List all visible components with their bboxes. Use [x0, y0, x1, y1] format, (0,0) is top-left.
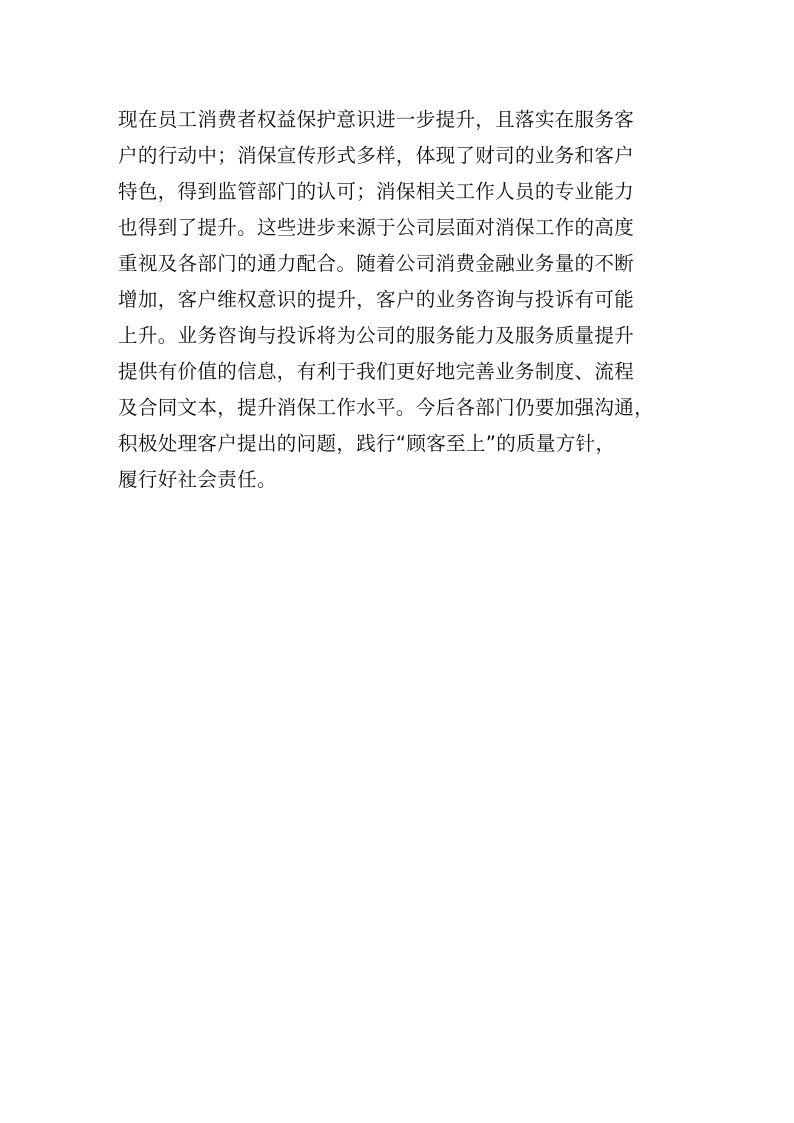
paragraph-line: 重视及各部门的通力配合。随着公司消费金融业务量的不断 — [118, 252, 635, 275]
paragraph-line: 也得到了提升。这些进步来源于公司层面对消保工作的高度 — [118, 216, 635, 239]
body-paragraph — [118, 102, 698, 498]
paragraph-line: 户的行动中；消保宣传形式多样，体现了财司的业务和客户 — [118, 144, 635, 167]
paragraph-line: 提供有价值的信息，有利于我们更好地完善业务制度、流程 — [118, 360, 635, 383]
paragraph-line: 履行好社会责任。 — [118, 468, 277, 491]
paragraph-line: 及合同文本，提升消保工作水平。今后各部门仍要加强沟通， — [118, 396, 654, 419]
paragraph-line: 现在员工消费者权益保护意识进一步提升，且落实在服务客 — [118, 108, 635, 131]
paragraph-line: 积极处理客户提出的问题，践行“顾客至上”的质量方针， — [118, 432, 616, 455]
paragraph-line: 上升。业务咨询与投诉将为公司的服务能力及服务质量提升 — [118, 324, 635, 347]
paragraph-line: 增加，客户维权意识的提升，客户的业务咨询与投诉有可能 — [118, 288, 635, 311]
paragraph-line: 特色，得到监管部门的认可；消保相关工作人员的专业能力 — [118, 180, 635, 203]
